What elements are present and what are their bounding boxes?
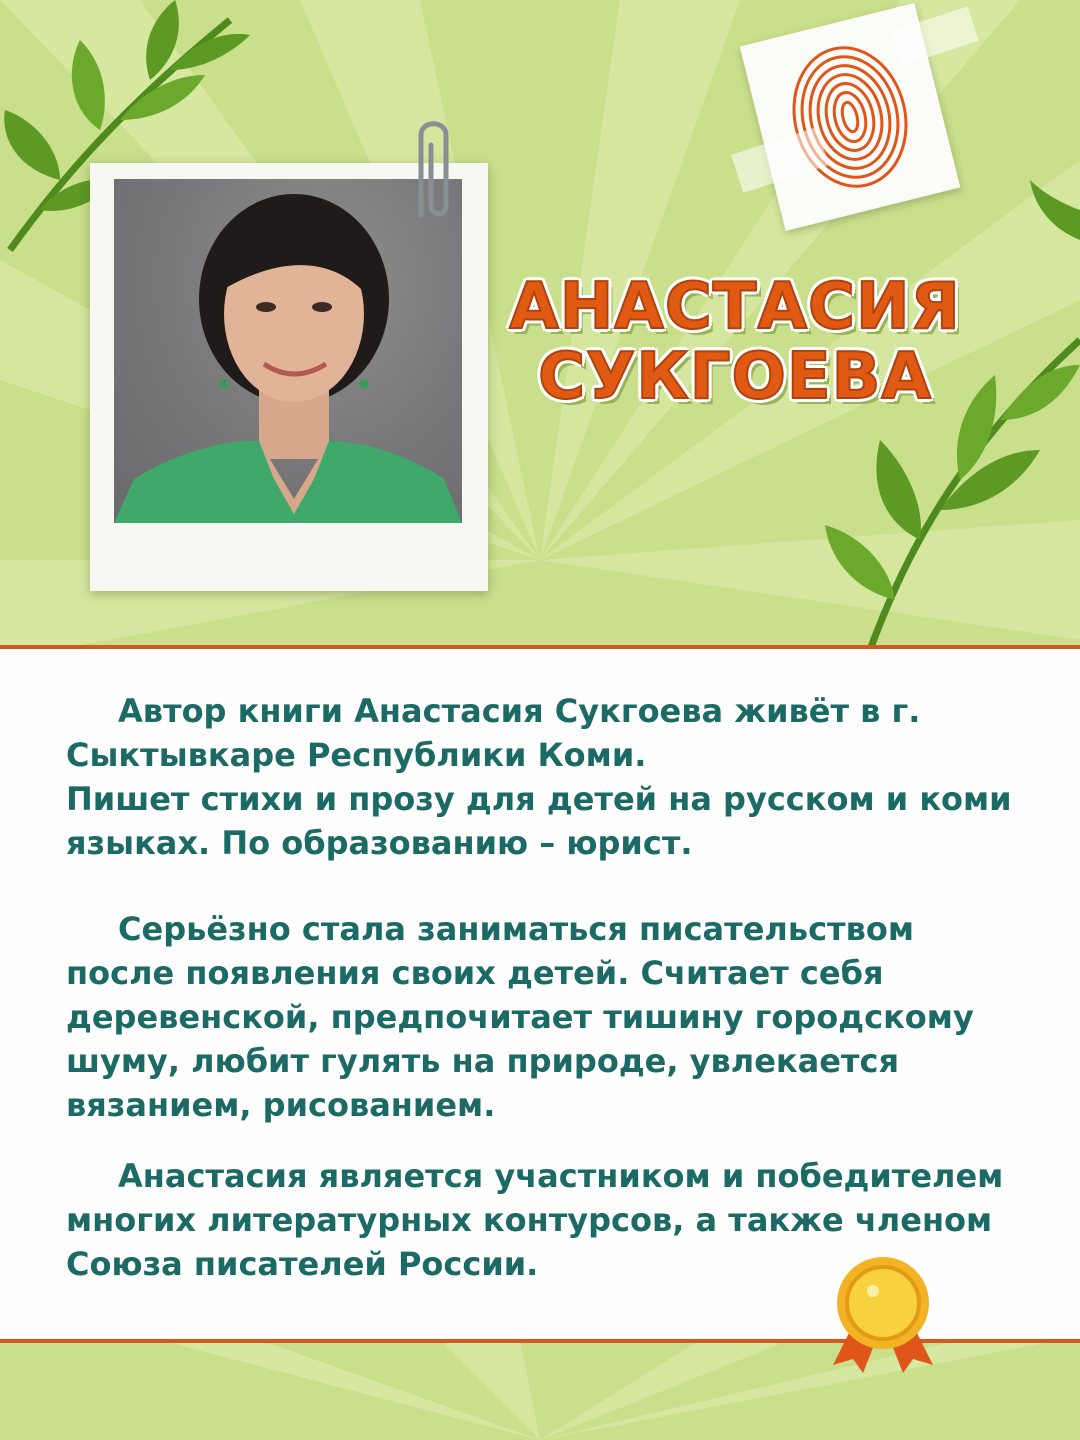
bio-line: шуму, любит гулять на природе, увлекается (66, 1042, 899, 1080)
bio-line: после появления своих детей. Считает себя (66, 954, 884, 992)
medal-icon (823, 1255, 943, 1375)
bio-line: многих литературных контурсов, а также членом (66, 1201, 993, 1239)
bio-line: Союза писателей России. (66, 1245, 539, 1283)
author-photo (114, 179, 462, 523)
bio-line: Анастасия является участником и победителем (118, 1157, 1004, 1195)
author-name (500, 272, 970, 412)
bio-line: Сыктывкаре Республики Коми. (66, 736, 647, 774)
bio-line: Пишет стихи и прозу для детей на русском и коми (66, 780, 1012, 818)
author-last-name: СУКГОЕВА (538, 340, 932, 414)
bio-line: Автор книги Анастасия Сукгоева живёт в г. (118, 692, 921, 730)
bio-line: деревенской, предпочитает тишину городскому (66, 998, 974, 1036)
bio-line: вязанием, рисованием. (66, 1086, 496, 1124)
author-photo-frame (90, 163, 488, 591)
bio-panel (0, 645, 1080, 1343)
author-first-name: АНАСТАСИЯ (509, 270, 961, 344)
leaf-branch-icon (800, 180, 1080, 650)
bio-paragraph-2 (66, 907, 1041, 1127)
bio-line: Серьёзно стала заниматься писательством (118, 910, 914, 948)
paperclip-icon (406, 115, 456, 225)
bio-line: языках. По образованию – юрист. (66, 824, 693, 862)
bio-paragraph-1 (66, 689, 1041, 865)
